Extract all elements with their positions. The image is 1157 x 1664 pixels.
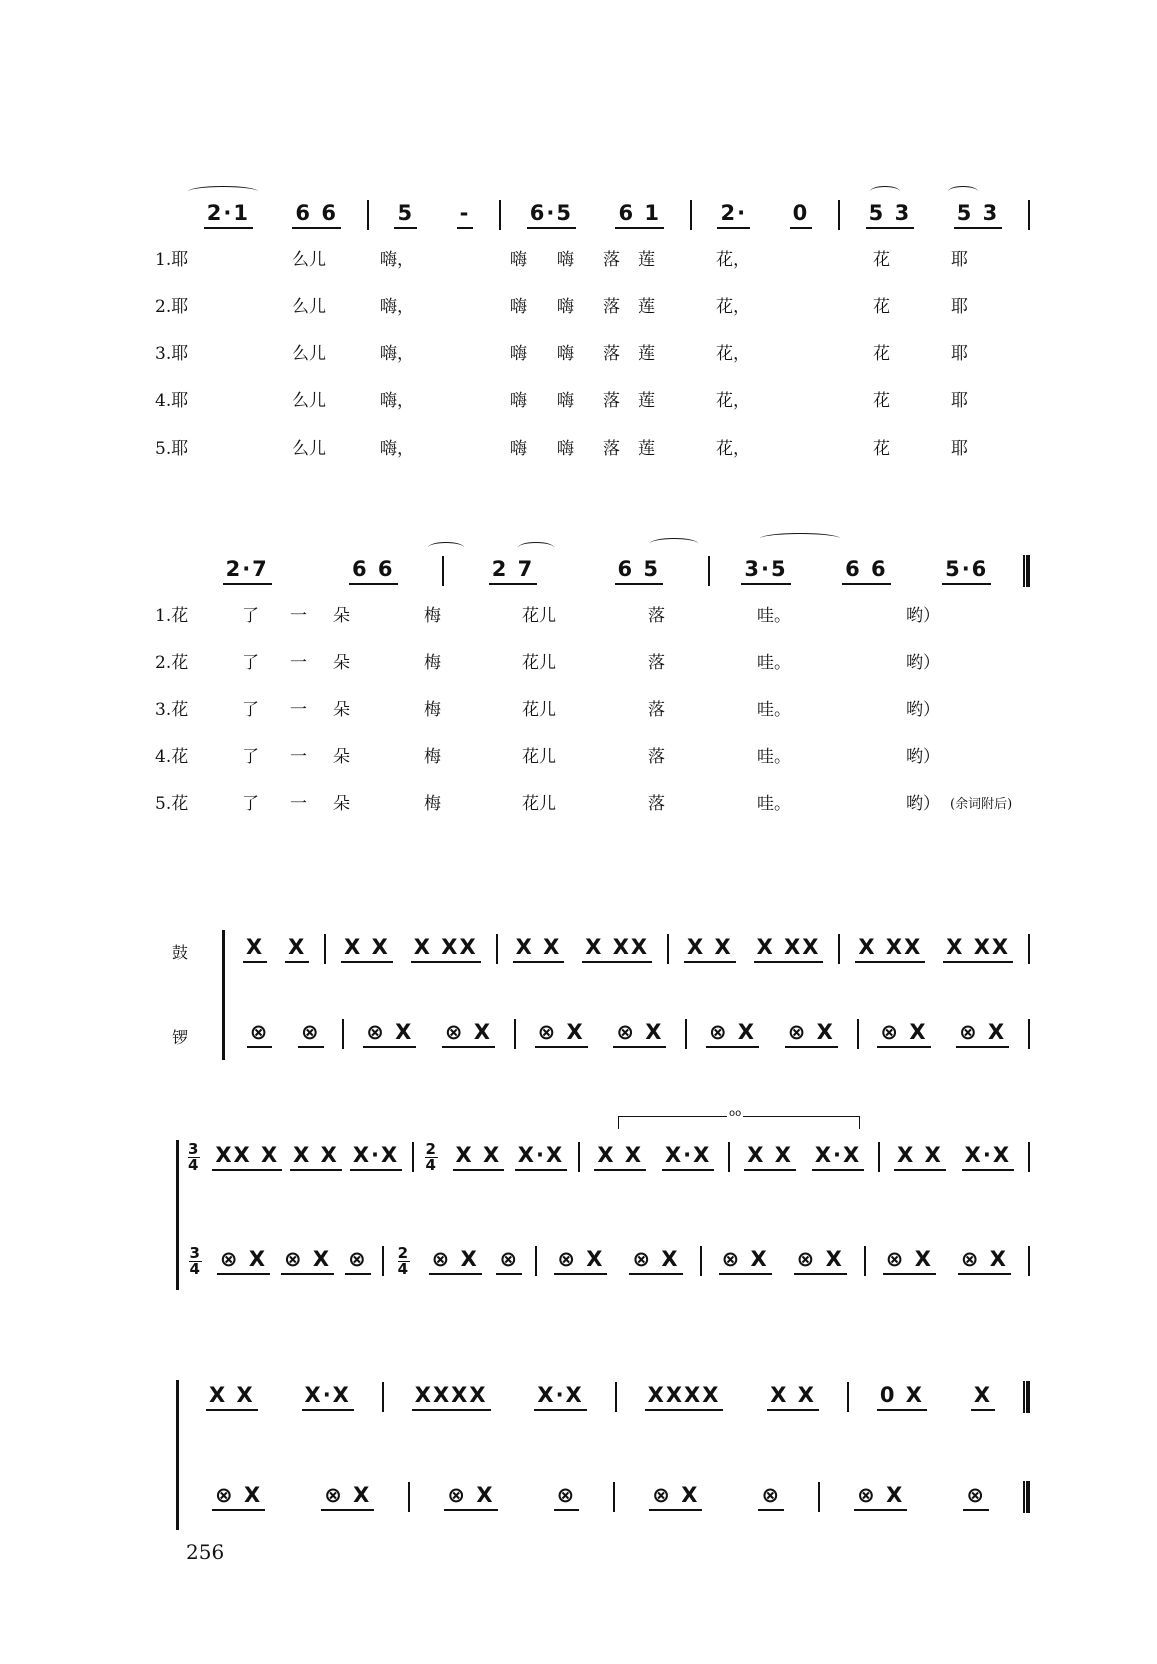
note-group: X X bbox=[594, 1143, 646, 1171]
measure bbox=[498, 935, 667, 963]
lyric-word: 哟） bbox=[906, 606, 940, 626]
note-group: ⊗ X bbox=[613, 1020, 666, 1048]
lyric-word: 哟） bbox=[906, 794, 940, 814]
measure bbox=[414, 1139, 578, 1174]
note-group: X·X bbox=[962, 1143, 1014, 1171]
lyric-word: 朵 bbox=[333, 794, 350, 814]
lyric-word: 哇。 bbox=[757, 794, 791, 814]
lyric-word: 嗨 bbox=[510, 439, 527, 459]
note-group: ⊗ X bbox=[883, 1247, 936, 1275]
measure bbox=[730, 1143, 878, 1171]
slur bbox=[650, 538, 698, 549]
lyric-word: 么儿 bbox=[292, 391, 326, 411]
measure bbox=[178, 557, 442, 585]
note-group: 5·6 bbox=[942, 557, 991, 585]
note-group: ⊗ X bbox=[212, 1483, 265, 1511]
lyric-word: 落 bbox=[648, 606, 665, 626]
gong-label: 锣 bbox=[172, 1028, 189, 1047]
measure bbox=[344, 1020, 513, 1048]
lyric-word: 哇。 bbox=[757, 653, 791, 673]
note-group: X X bbox=[684, 935, 736, 963]
note-group: XXXX bbox=[645, 1383, 724, 1411]
note-group: ⊗ X bbox=[706, 1020, 759, 1048]
note-group: X·X bbox=[350, 1143, 402, 1171]
slur bbox=[870, 186, 900, 197]
measure bbox=[178, 1383, 382, 1411]
lyric-word: 5.耶 bbox=[155, 439, 189, 459]
gong-line bbox=[228, 1017, 1030, 1051]
page-number: 256 bbox=[186, 1540, 225, 1564]
measure bbox=[859, 1020, 1028, 1048]
lyric-word: 嗨 bbox=[510, 250, 527, 270]
lyric-word: 花儿 bbox=[522, 653, 556, 673]
slur bbox=[760, 533, 840, 544]
measure bbox=[692, 201, 838, 229]
measure bbox=[178, 201, 367, 229]
note-group: 2· bbox=[717, 201, 750, 229]
note-group: ⊗ X bbox=[444, 1483, 497, 1511]
drum-line bbox=[178, 1140, 1030, 1174]
lyric-word: 1.耶 bbox=[155, 250, 189, 270]
lyric-word: 莲 bbox=[638, 297, 655, 317]
lyric-word: 2.耶 bbox=[155, 297, 189, 317]
note-group: 6 6 bbox=[349, 557, 398, 585]
lyric-word: 花 bbox=[873, 439, 890, 459]
note-group: ⊗ bbox=[496, 1247, 522, 1275]
lyric-word: 朵 bbox=[333, 653, 350, 673]
lyric-word: 花 bbox=[873, 297, 890, 317]
note-group: 3·5 bbox=[741, 557, 790, 585]
measure bbox=[880, 1143, 1028, 1171]
lyric-word: 嗨 bbox=[557, 297, 574, 317]
lyric-word: 莲 bbox=[638, 250, 655, 270]
note-group: ⊗ X bbox=[719, 1247, 772, 1275]
note-group: ⊗ X bbox=[442, 1020, 495, 1048]
measure bbox=[444, 557, 708, 585]
lyric-word: 落 bbox=[603, 250, 620, 270]
lyric-word: 花儿 bbox=[522, 606, 556, 626]
lyric-word: 了 bbox=[242, 794, 259, 814]
lyric-word: 莲 bbox=[638, 439, 655, 459]
lyric-word: 3.耶 bbox=[155, 344, 189, 364]
drum-line bbox=[228, 932, 1030, 966]
lyric-word: 哇。 bbox=[757, 747, 791, 767]
slur bbox=[188, 186, 258, 197]
note-group: 5 bbox=[394, 201, 417, 229]
note-group: ⊗ X bbox=[629, 1247, 682, 1275]
melody-line-2 bbox=[178, 554, 1030, 588]
note-group: X X bbox=[744, 1143, 796, 1171]
lyric-word: 一 bbox=[290, 606, 307, 626]
lyric-word: 5.花 bbox=[155, 794, 189, 814]
slur bbox=[428, 542, 464, 553]
gong-line bbox=[178, 1244, 1030, 1278]
lyric-word: 耶 bbox=[951, 439, 968, 459]
lyric-word: 嗨， bbox=[380, 250, 414, 270]
lyric-word: 花 bbox=[873, 391, 890, 411]
melody-line-1 bbox=[178, 198, 1030, 232]
lyric-word: 落 bbox=[648, 653, 665, 673]
lyric-word: 花儿 bbox=[522, 700, 556, 720]
lyric-word: 一 bbox=[290, 700, 307, 720]
lyric-word: 4.花 bbox=[155, 747, 189, 767]
lyric-word: 莲 bbox=[638, 344, 655, 364]
note-group: X XX bbox=[943, 935, 1013, 963]
slur bbox=[518, 542, 554, 553]
lyric-word: 2.花 bbox=[155, 653, 189, 673]
lyric-word: 嗨 bbox=[510, 344, 527, 364]
lyric-word: 哟） bbox=[906, 653, 940, 673]
note-group: XX X bbox=[212, 1143, 282, 1171]
note-group: ⊗ X bbox=[854, 1483, 907, 1511]
lyric-word: 么儿 bbox=[292, 250, 326, 270]
note-group: X X bbox=[206, 1383, 258, 1411]
lyric-word: 3.花 bbox=[155, 700, 189, 720]
lyric-word: 嗨， bbox=[380, 297, 414, 317]
lyric-word: 哇。 bbox=[757, 606, 791, 626]
final-barline bbox=[1023, 555, 1030, 587]
note-group: X X bbox=[341, 935, 393, 963]
measure bbox=[849, 1383, 1023, 1411]
lyric-word: 落 bbox=[648, 794, 665, 814]
lyric-word: 了 bbox=[242, 700, 259, 720]
lyric-word: 落 bbox=[603, 391, 620, 411]
lyric-verse bbox=[0, 601, 1157, 627]
lyric-word: (余词附后) bbox=[950, 797, 1013, 812]
lyric-word: 梅 bbox=[424, 653, 441, 673]
lyric-word: 朵 bbox=[333, 606, 350, 626]
system-brace bbox=[222, 930, 225, 1060]
measure bbox=[384, 1383, 615, 1411]
lyric-word: 耶 bbox=[951, 391, 968, 411]
lyric-word: 花， bbox=[716, 297, 750, 317]
measure bbox=[687, 1020, 856, 1048]
lyric-word: 落 bbox=[603, 297, 620, 317]
note-group: X X bbox=[453, 1143, 505, 1171]
measure bbox=[580, 1143, 728, 1171]
lyric-word: 嗨 bbox=[510, 391, 527, 411]
note-group: 6·5 bbox=[527, 201, 576, 229]
note-group: 5 3 bbox=[866, 201, 915, 229]
note-group: 6 6 bbox=[292, 201, 341, 229]
barline bbox=[1028, 934, 1030, 964]
lyric-word: 朵 bbox=[333, 700, 350, 720]
note-group: X X bbox=[894, 1143, 946, 1171]
lyric-word: 梅 bbox=[424, 606, 441, 626]
time-signature: 2 4 bbox=[397, 1243, 411, 1278]
note-group: X XX bbox=[582, 935, 652, 963]
lyric-word: 哟） bbox=[906, 700, 940, 720]
measure bbox=[537, 1247, 699, 1275]
note-group: X XX bbox=[754, 935, 824, 963]
measure bbox=[178, 1243, 382, 1278]
note-group: 2·7 bbox=[223, 557, 272, 585]
lyric-word: 花， bbox=[716, 344, 750, 364]
lyric-word: 嗨 bbox=[557, 439, 574, 459]
note-group: X X bbox=[290, 1143, 342, 1171]
note-group: ⊗ X bbox=[785, 1020, 838, 1048]
lyric-word: 么儿 bbox=[292, 439, 326, 459]
lyric-verse bbox=[0, 648, 1157, 674]
note-group: X X bbox=[767, 1383, 819, 1411]
time-signature: 3 4 bbox=[187, 1139, 201, 1174]
lyric-verse bbox=[0, 789, 1157, 815]
note-group: X X bbox=[513, 935, 565, 963]
lyric-word: 花， bbox=[716, 250, 750, 270]
lyric-word: 花， bbox=[716, 391, 750, 411]
note-group: ⊗ X bbox=[958, 1247, 1011, 1275]
measure bbox=[326, 935, 495, 963]
measure bbox=[669, 935, 838, 963]
note-group: ⊗ X bbox=[649, 1483, 702, 1511]
note-group: X XX bbox=[855, 935, 925, 963]
note-group: ⊗ bbox=[247, 1020, 273, 1048]
measure bbox=[178, 1139, 412, 1174]
lyric-word: 嗨 bbox=[510, 297, 527, 317]
note-group: X·X bbox=[302, 1383, 354, 1411]
lyric-word: 么儿 bbox=[292, 297, 326, 317]
note-group: X·X bbox=[534, 1383, 586, 1411]
lyric-word: 了 bbox=[242, 747, 259, 767]
measure bbox=[369, 201, 499, 229]
lyric-verse bbox=[0, 245, 1157, 271]
note-group: ⊗ bbox=[345, 1247, 371, 1275]
barline bbox=[1028, 1142, 1030, 1172]
barline bbox=[1028, 1246, 1030, 1276]
drum-label: 鼓 bbox=[172, 943, 189, 962]
measure bbox=[501, 201, 690, 229]
note-group: ⊗ bbox=[298, 1020, 324, 1048]
measure bbox=[615, 1483, 818, 1511]
slur bbox=[948, 186, 978, 197]
note-group: 2·1 bbox=[204, 201, 253, 229]
lyric-word: 耶 bbox=[951, 297, 968, 317]
note-group: 0 bbox=[790, 201, 813, 229]
note-group: ⊗ X bbox=[363, 1020, 416, 1048]
lyric-word: 梅 bbox=[424, 700, 441, 720]
final-barline bbox=[1023, 1481, 1030, 1513]
lyric-word: 哟） bbox=[906, 747, 940, 767]
note-group: X·X bbox=[515, 1143, 567, 1171]
lyric-word: 落 bbox=[648, 700, 665, 720]
lyric-word: 落 bbox=[648, 747, 665, 767]
measure bbox=[516, 1020, 685, 1048]
lyric-verse bbox=[0, 434, 1157, 460]
note-group: ⊗ X bbox=[956, 1020, 1009, 1048]
lyric-word: 落 bbox=[603, 439, 620, 459]
note-group: XXXX bbox=[412, 1383, 491, 1411]
lyric-word: 花儿 bbox=[522, 747, 556, 767]
lyric-word: 花 bbox=[873, 344, 890, 364]
note-group: ⊗ bbox=[554, 1483, 580, 1511]
note-group: ⊗ X bbox=[429, 1247, 482, 1275]
lyric-word: 么儿 bbox=[292, 344, 326, 364]
note-group: ⊗ X bbox=[217, 1247, 270, 1275]
lyric-word: 耶 bbox=[951, 344, 968, 364]
drum-line bbox=[178, 1380, 1030, 1414]
lyric-word: 耶 bbox=[951, 250, 968, 270]
lyric-verse bbox=[0, 695, 1157, 721]
lyric-word: 一 bbox=[290, 653, 307, 673]
measure bbox=[866, 1247, 1028, 1275]
measure bbox=[617, 1383, 847, 1411]
lyric-word: 4.耶 bbox=[155, 391, 189, 411]
note-group: 2 7 bbox=[489, 557, 538, 585]
lyric-word: 一 bbox=[290, 747, 307, 767]
lyric-verse bbox=[0, 339, 1157, 365]
measure bbox=[384, 1243, 535, 1278]
measure bbox=[710, 557, 1023, 585]
lyric-word: 梅 bbox=[424, 747, 441, 767]
note-group: 6 6 bbox=[842, 557, 891, 585]
note-group: X bbox=[243, 935, 267, 963]
lyric-word: 一 bbox=[290, 794, 307, 814]
note-group: ⊗ X bbox=[794, 1247, 847, 1275]
lyric-word: 嗨 bbox=[557, 391, 574, 411]
lyric-word: 1.花 bbox=[155, 606, 189, 626]
final-barline bbox=[1023, 1381, 1030, 1413]
note-group: ⊗ bbox=[758, 1483, 784, 1511]
lyric-word: 花 bbox=[873, 250, 890, 270]
measure bbox=[178, 1483, 408, 1511]
measure bbox=[410, 1483, 613, 1511]
barline bbox=[1028, 1019, 1030, 1049]
lyric-word: 花， bbox=[716, 439, 750, 459]
time-signature: 2 4 bbox=[425, 1139, 438, 1174]
measure bbox=[702, 1247, 864, 1275]
lyric-word: 梅 bbox=[424, 794, 441, 814]
note-group: X XX bbox=[411, 935, 481, 963]
note-group: 6 5 bbox=[615, 557, 664, 585]
lyric-verse bbox=[0, 742, 1157, 768]
note-group: X·X bbox=[662, 1143, 714, 1171]
note-group: ⊗ X bbox=[281, 1247, 334, 1275]
note-group: ⊗ X bbox=[321, 1483, 374, 1511]
note-group: 6 1 bbox=[615, 201, 664, 229]
measure bbox=[228, 935, 324, 963]
measure bbox=[840, 935, 1028, 963]
lyric-word: 哇。 bbox=[757, 700, 791, 720]
repeat-bracket: oo bbox=[618, 1116, 860, 1129]
note-group: X bbox=[971, 1383, 995, 1411]
lyric-word: 嗨 bbox=[557, 344, 574, 364]
barline bbox=[1028, 200, 1030, 230]
note-group: 5 3 bbox=[954, 201, 1003, 229]
note-group: - bbox=[457, 201, 474, 229]
lyric-word: 嗨， bbox=[380, 344, 414, 364]
lyric-verse bbox=[0, 386, 1157, 412]
lyric-word: 朵 bbox=[333, 747, 350, 767]
note-group: X bbox=[285, 935, 309, 963]
gong-line bbox=[178, 1480, 1030, 1514]
lyric-word: 落 bbox=[603, 344, 620, 364]
lyric-word: 嗨， bbox=[380, 391, 414, 411]
note-group: X·X bbox=[812, 1143, 864, 1171]
lyric-word: 了 bbox=[242, 653, 259, 673]
note-group: ⊗ X bbox=[535, 1020, 588, 1048]
measure bbox=[228, 1020, 342, 1048]
lyric-word: 嗨 bbox=[557, 250, 574, 270]
note-group: 0 X bbox=[877, 1383, 927, 1411]
lyric-word: 嗨， bbox=[380, 439, 414, 459]
lyric-word: 了 bbox=[242, 606, 259, 626]
measure bbox=[820, 1483, 1023, 1511]
lyric-verse bbox=[0, 292, 1157, 318]
lyric-word: 花儿 bbox=[522, 794, 556, 814]
note-group: ⊗ bbox=[963, 1483, 989, 1511]
lyric-word: 莲 bbox=[638, 391, 655, 411]
time-signature: 3 4 bbox=[189, 1243, 202, 1278]
note-group: ⊗ X bbox=[554, 1247, 607, 1275]
measure bbox=[840, 201, 1028, 229]
note-group: ⊗ X bbox=[877, 1020, 930, 1048]
